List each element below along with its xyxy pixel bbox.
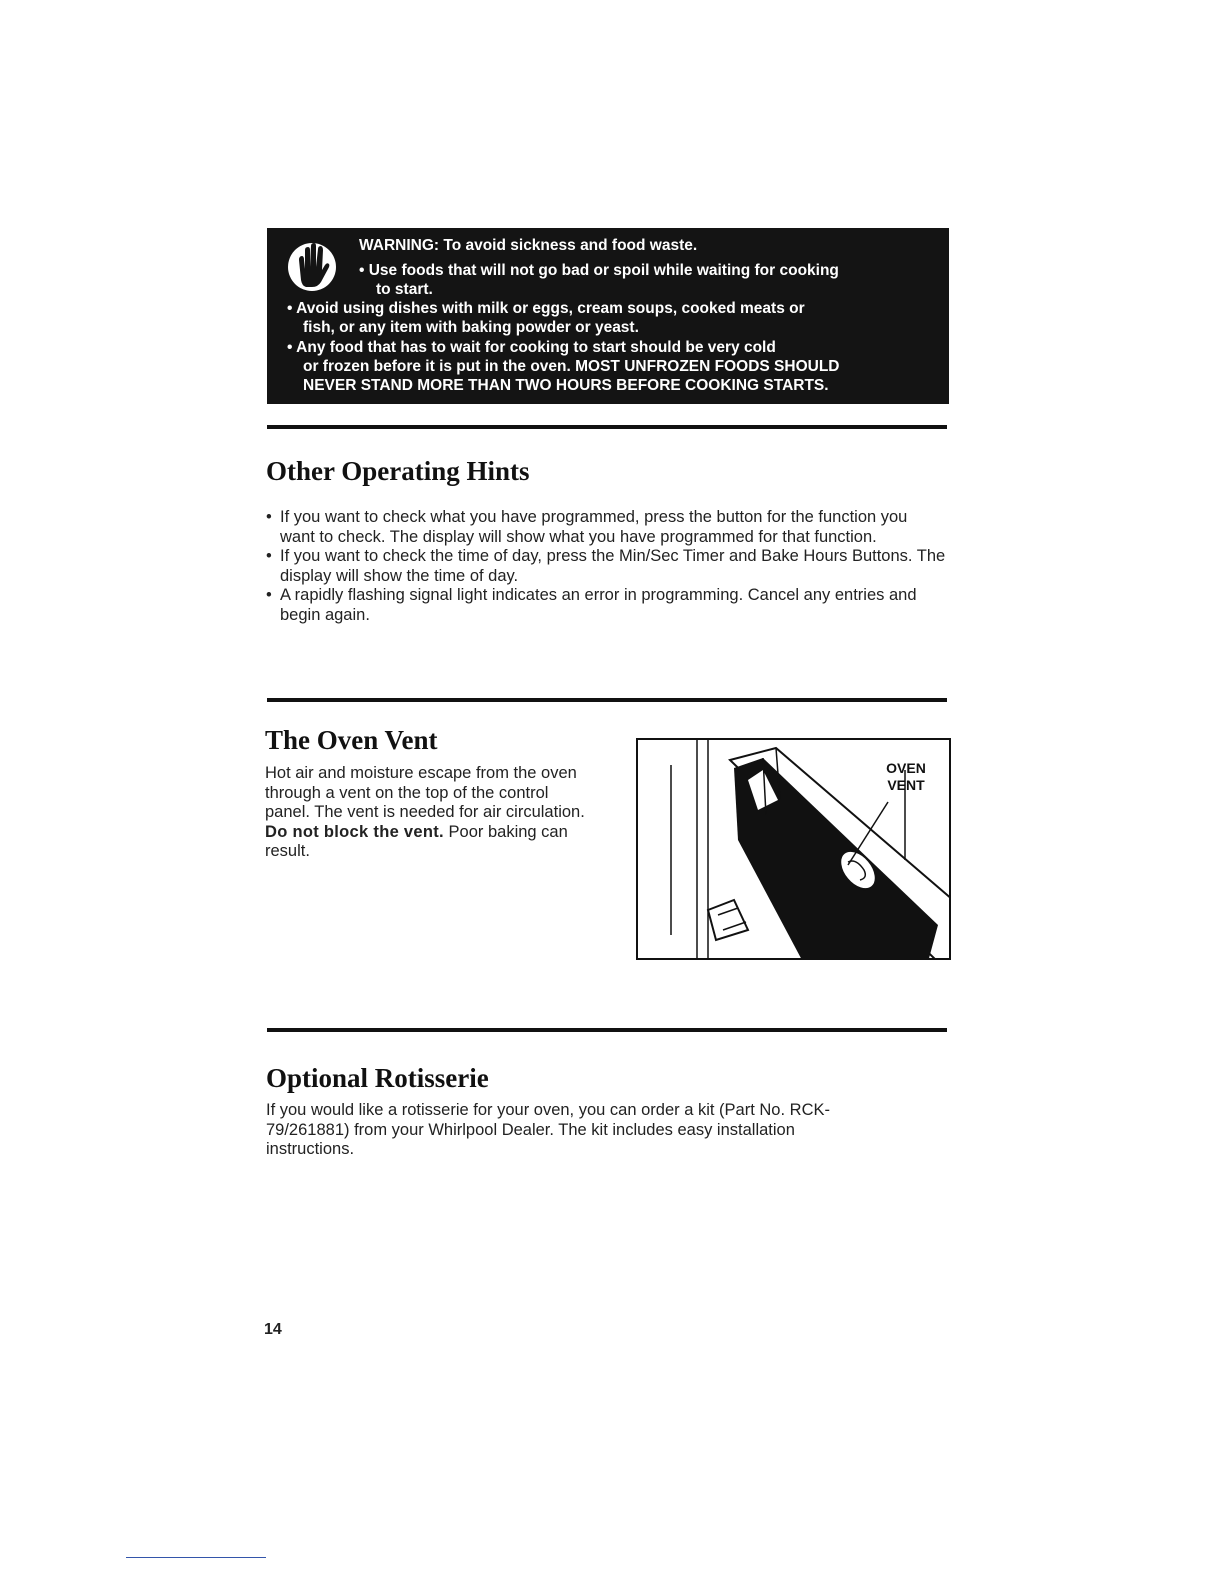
section-divider	[267, 425, 947, 429]
oven-vent-callout	[876, 760, 936, 794]
warning-bullet-3-line-1: • Any food that has to wait for cooking to start should be very cold	[287, 339, 776, 356]
warning-bullet-2-line-1: • Avoid using dishes with milk or eggs, cream soups, cooked meats or	[287, 300, 805, 317]
warning-box	[267, 228, 949, 404]
warning-bullet-2-line-2: fish, or any item with baking powder or yeast.	[303, 319, 639, 336]
callout-line-1: OVEN	[886, 760, 926, 776]
list-item: • A rapidly flashing signal light indicates an error in programming. Cancel any entries and begin again.	[266, 586, 946, 625]
callout-line-2: VENT	[887, 777, 925, 793]
vent-text-end: Poor baking can result.	[265, 822, 568, 860]
warning-title: WARNING: To avoid sickness and food waste.	[359, 237, 698, 254]
vent-paragraph	[265, 764, 595, 862]
hand-stop-icon	[287, 236, 337, 298]
warning-bullet-3-line-2: or frozen before it is put in the oven. MOST UNFROZEN FOODS SHOULD	[303, 358, 840, 375]
vent-heading: The Oven Vent	[265, 725, 438, 755]
page-number: 14	[264, 1321, 282, 1338]
warning-bullet-1-line-2: to start.	[376, 281, 433, 298]
rotisserie-heading: Optional Rotisserie	[266, 1063, 489, 1093]
list-item: • If you want to check the time of day, press the Min/Sec Timer and Bake Hours Buttons. The display will show the time of day.	[266, 547, 946, 586]
oven-vent-illustration	[636, 738, 951, 960]
hints-list	[266, 508, 946, 625]
vent-text-start: Hot air and moisture escape from the oven through a vent on the top of the control panel. The vent is needed for air circulation.	[265, 764, 585, 821]
section-divider	[267, 698, 947, 702]
section-divider	[267, 1028, 947, 1032]
rotisserie-paragraph: If you would like a rotisserie for your oven, you can order a kit (Part No. RCK-79/261881) from your Whirlpool Dealer. The kit includes easy installation instructions.	[266, 1101, 830, 1158]
hints-heading: Other Operating Hints	[266, 456, 530, 486]
warning-bullet-3-line-3: NEVER STAND MORE THAN TWO HOURS BEFORE COOKING STARTS.	[303, 377, 829, 394]
footer-rule	[126, 1557, 266, 1558]
vent-warning-bold: Do not block the vent.	[265, 822, 444, 841]
list-item: • If you want to check what you have programmed, press the button for the function you want to check. The display will show what you have programmed for that function.	[266, 508, 946, 547]
warning-bullet-1-line-1: • Use foods that will not go bad or spoil while waiting for cooking	[359, 262, 839, 279]
